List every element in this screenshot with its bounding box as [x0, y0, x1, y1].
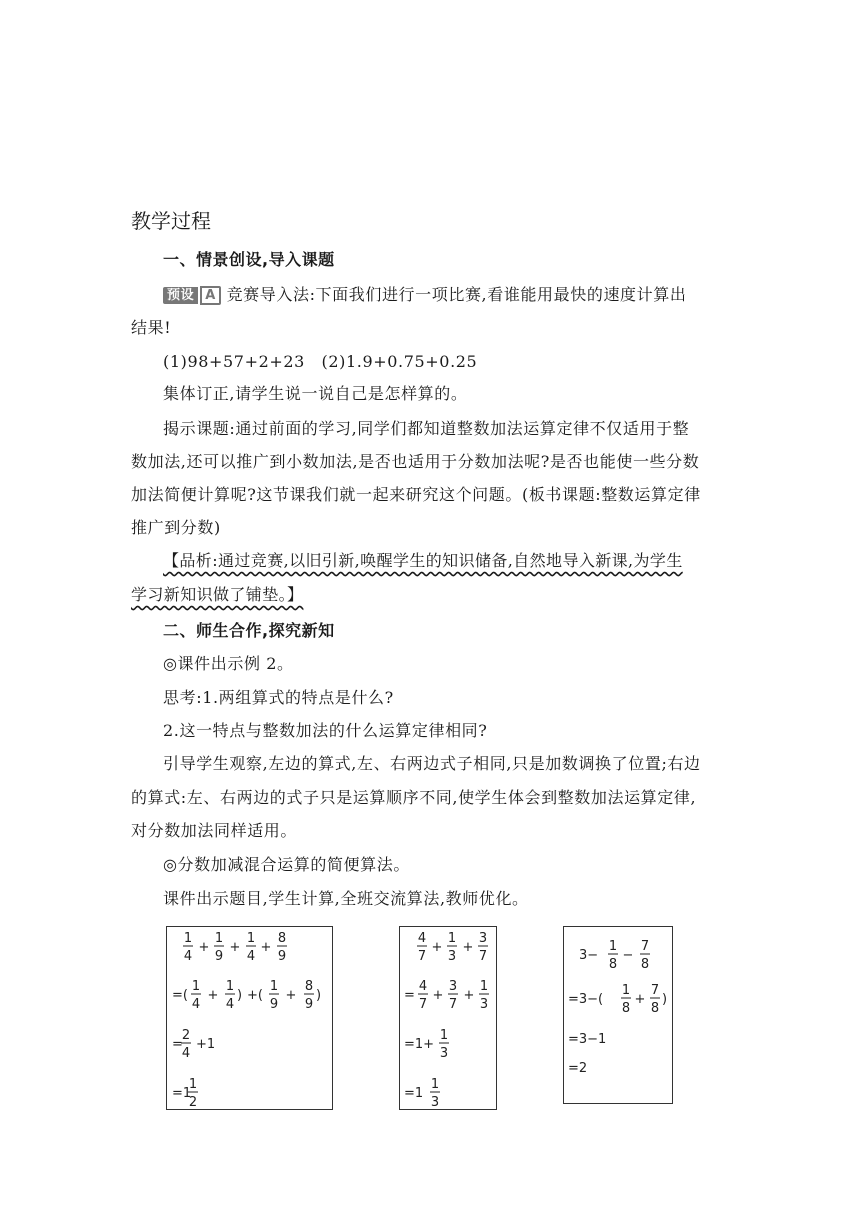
section-title-2: 二、师生合作,探究新知 — [163, 621, 335, 640]
b2-d7: 3 — [430, 1095, 440, 1109]
b1-op0: + — [198, 940, 210, 955]
calc-box-3 — [563, 926, 673, 1104]
b1-op3: =( — [172, 988, 188, 1003]
example-line: ◎课件出示例 2。 — [163, 654, 294, 673]
analysis-line-1: 【品析:通过竞赛,以旧引新,唤醒学生的知识储备,自然地导入新课,为学生 — [163, 551, 683, 570]
b2-n5: 1 — [479, 979, 489, 994]
b2-n6: 1 — [439, 1028, 449, 1043]
b1-n3: 8 — [277, 931, 287, 946]
b2-op1: + — [462, 940, 474, 955]
b2-d3: 7 — [418, 997, 428, 1012]
b1-op5: ) — [237, 988, 243, 1003]
b1-d0: 4 — [183, 949, 193, 964]
b1-d6: 9 — [269, 997, 279, 1012]
reveal-line-4: 推广到分数) — [131, 518, 221, 537]
b3-n2: 1 — [621, 983, 631, 998]
b1-op7: + — [285, 988, 297, 1003]
b1-n2: 1 — [246, 931, 256, 946]
b2-op0: + — [431, 940, 443, 955]
b1-op2: + — [260, 940, 272, 955]
b1-d1: 9 — [214, 949, 224, 964]
b1-d8: 4 — [181, 1046, 191, 1061]
guide-line-2: 的算式:左、右两边的式子只是运算顺序不同,使学生体会到整数加法运算定律, — [131, 788, 697, 807]
b2-op4: + — [463, 988, 475, 1003]
b3-op5: =3−1 — [568, 1032, 607, 1047]
b3-op4: ) — [662, 992, 668, 1007]
preset-line-1 — [163, 282, 686, 305]
courseware-line: 课件出示题目,学生计算,全班交流算法,教师优化。 — [163, 889, 529, 908]
preset-badge-letter: A — [200, 286, 221, 305]
b2-n1: 1 — [447, 931, 457, 946]
b3-n1: 7 — [640, 939, 650, 954]
preset-text: 竞赛导入法:下面我们进行一项比赛,看谁能用最快的速度计算出 — [226, 285, 687, 304]
calc-box-2-svg — [400, 927, 496, 1109]
b3-op3: + — [634, 992, 646, 1007]
calc-box-2 — [399, 926, 497, 1110]
b1-n1: 1 — [214, 931, 224, 946]
b2-n3: 4 — [418, 979, 428, 994]
problems-line: (1)98+57+2+23 (2)1.9+0.75+0.25 — [163, 352, 478, 371]
b1-op1: + — [229, 940, 241, 955]
b2-d6: 3 — [439, 1046, 449, 1061]
section-title-1: 一、情景创设,导入课题 — [163, 250, 335, 269]
b3-op2: =3−( — [568, 992, 604, 1007]
b1-d4: 4 — [191, 997, 201, 1012]
b3-n3: 7 — [650, 983, 660, 998]
b3-op1: − — [622, 948, 634, 963]
b2-d4: 7 — [448, 997, 458, 1012]
b2-d5: 3 — [479, 997, 489, 1012]
b3-op6: =2 — [568, 1061, 588, 1076]
b2-op6: =1 — [404, 1086, 424, 1101]
b1-d3: 9 — [277, 949, 287, 964]
reveal-line-3: 加法简便计算呢?这节课我们就一起来研究这个问题。(板书课题:整数运算定律 — [131, 485, 701, 504]
b1-n0: 1 — [183, 931, 193, 946]
b1-op6: +( — [247, 988, 263, 1003]
b1-op8: ) — [316, 988, 322, 1003]
b1-d9: 2 — [188, 1095, 198, 1109]
guide-line-3: 对分数加法同样适用。 — [131, 821, 298, 840]
simple-line: ◎分数加减混合运算的简便算法。 — [163, 855, 410, 874]
b1-n9: 1 — [188, 1077, 198, 1092]
calc-box-3-svg — [564, 927, 672, 1103]
b3-d2: 8 — [621, 1001, 631, 1016]
reveal-line-1: 揭示课题:通过前面的学习,同学们都知道整数加法运算定律不仅适用于整 — [163, 419, 690, 438]
b2-d0: 7 — [417, 949, 427, 964]
b1-n4: 1 — [191, 979, 201, 994]
b1-op10: +1 — [196, 1037, 216, 1052]
b2-n2: 3 — [478, 931, 488, 946]
b1-d2: 4 — [246, 949, 256, 964]
preset-badge-label: 预设 — [163, 287, 198, 304]
b2-d2: 7 — [478, 949, 488, 964]
b2-op3: + — [432, 988, 444, 1003]
b2-op2: = — [404, 988, 415, 1003]
preset-line-2: 结果! — [131, 318, 172, 337]
b3-d0: 8 — [608, 957, 618, 972]
b1-d5: 4 — [225, 997, 235, 1012]
collective-line: 集体订正,请学生说一说自己是怎样算的。 — [163, 384, 468, 403]
b1-d7: 9 — [304, 997, 314, 1012]
think-line-2: 2.这一特点与整数加法的什么运算定律相同? — [163, 721, 488, 740]
preset-badge — [163, 284, 221, 303]
b1-n5: 1 — [225, 979, 235, 994]
b2-n0: 4 — [417, 931, 427, 946]
guide-line-1: 引导学生观察,左边的算式,左、右两边式子相同,只是加数调换了位置;右边 — [163, 754, 701, 773]
calc-box-1 — [166, 926, 333, 1110]
b2-n4: 3 — [448, 979, 458, 994]
b1-op4: + — [207, 988, 219, 1003]
b1-n8: 2 — [181, 1028, 191, 1043]
calc-box-1-svg — [167, 927, 332, 1109]
b2-n7: 1 — [430, 1077, 440, 1092]
think-line-1: 思考:1.两组算式的特点是什么? — [163, 688, 394, 707]
page-heading: 教学过程 — [131, 209, 211, 233]
b3-n0: 1 — [608, 939, 618, 954]
b1-op11: =1 — [172, 1086, 192, 1101]
b2-d1: 3 — [447, 949, 457, 964]
b1-n7: 8 — [304, 979, 314, 994]
b2-op5: =1+ — [404, 1037, 435, 1052]
analysis-line-2: 学习新知识做了铺垫。】 — [131, 585, 304, 604]
b1-op9: = — [172, 1037, 183, 1052]
reveal-line-2: 数加法,还可以推广到小数加法,是否也适用于分数加法呢?是否也能使一些分数 — [131, 452, 700, 471]
b3-d3: 8 — [650, 1001, 660, 1016]
b3-d1: 8 — [640, 957, 650, 972]
b3-op0: 3− — [579, 948, 599, 963]
b1-n6: 1 — [269, 979, 279, 994]
